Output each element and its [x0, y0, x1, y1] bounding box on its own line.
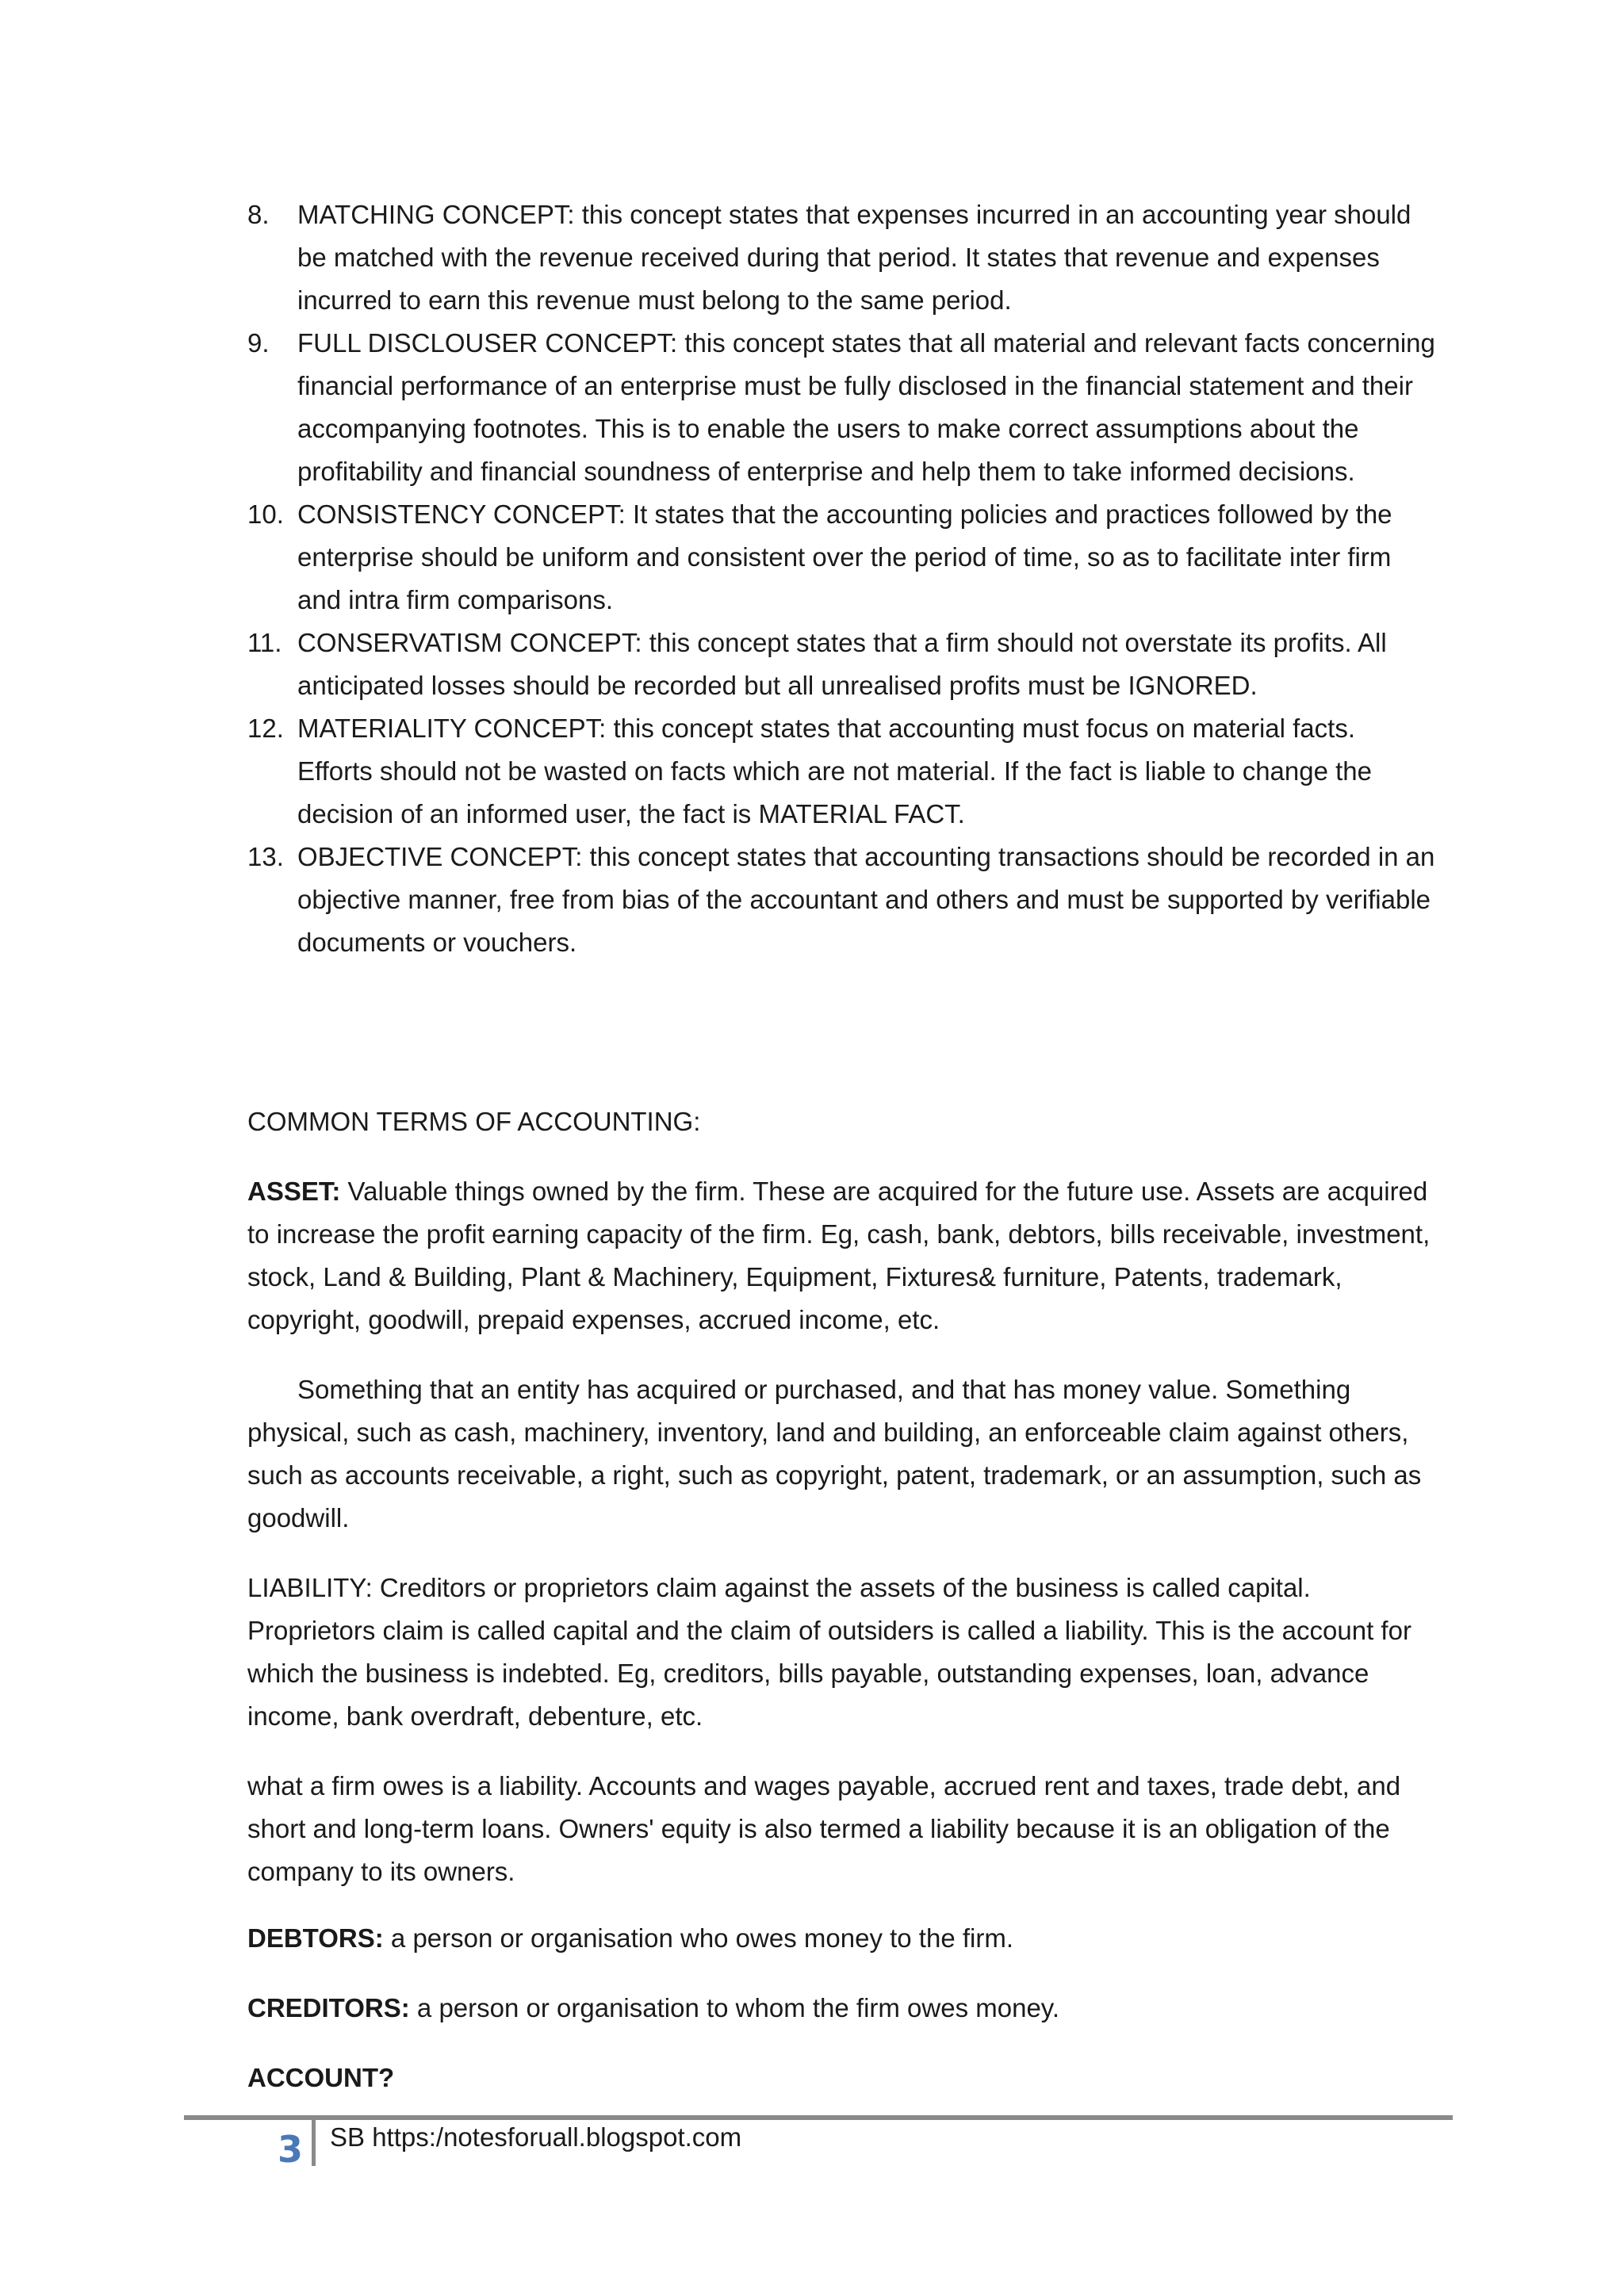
- creditors-definition-text: a person or organisation to whom the firm owes money.: [409, 1993, 1060, 2022]
- asset-term: ASSET:: [247, 1177, 341, 1206]
- footer-source: SB https:/notesforuall.blogspot.com: [330, 2122, 742, 2152]
- list-item-number: 9.: [247, 328, 270, 358]
- list-item-number: 13.: [247, 842, 284, 871]
- list-item-number: 12.: [247, 714, 284, 743]
- creditors-term: CREDITORS:: [247, 1993, 410, 2022]
- list-item-text: OBJECTIVE CONCEPT: this concept states that accounting transactions should be recorded in an objective manner, free from bias of the accountant and others and must be supported by verifiable documents or vouchers.: [297, 842, 1435, 957]
- list-item-text: CONSISTENCY CONCEPT: It states that the accounting policies and practices followed by the enterprise should be uniform and consistent over the period of time, so as to facilitate inter firm and intra firm comparisons.: [297, 499, 1392, 614]
- list-item-text: MATERIALITY CONCEPT: this concept states that accounting must focus on material facts. Efforts should not be wasted on facts which are not material. If the fact is liable to change the decision of an informed user, the fact is MATERIAL FACT.: [297, 714, 1372, 828]
- list-item-text: FULL DISCLOUSER CONCEPT: this concept states that all material and relevant facts concerning financial performance of an enterprise must be fully disclosed in the financial statement and their accompanying footnotes. This is to enable the users to make correct assumptions about the profitability and financial soundness of enterprise and help them to take informed decisions.: [297, 328, 1435, 486]
- asset-definition-text: Valuable things owned by the firm. These are acquired for the future use. Assets are acquired to increase the profit earning capacity of the firm. Eg, cash, bank, debtors, bills receivable, investment, stock, Land & Building, Plant & Machinery, Equipment, Fixtures& furniture, Patents, trademark, copyright, goodwill, prepaid expenses, accrued income, etc.: [247, 1177, 1431, 1334]
- list-item: [247, 707, 1437, 836]
- concepts-list: [247, 193, 1437, 964]
- page-number: 3: [278, 2128, 304, 2171]
- list-item: [247, 836, 1437, 964]
- account-heading-text: ACCOUNT?: [247, 2063, 395, 2092]
- list-item-number: 10.: [247, 499, 284, 529]
- liability-paragraph: LIABILITY: Creditors or proprietors claim against the assets of the business is called capital. Proprietors claim is called capital and the claim of outsiders is called a liability. This is the account for which the business is indebted. Eg, creditors, bills payable, outstanding expenses, loan, advance income, bank overdraft, debenture, etc.: [247, 1573, 1411, 1731]
- asset-extra-paragraph: Something that an entity has acquired or purchased, and that has money value. Something physical, such as cash, machinery, inventory, land and building, an enforceable claim against others, such as accounts receivable, a right, such as copyright, patent, trademark, or an assumption, such as goodwill.: [247, 1375, 1422, 1533]
- debtors-term: DEBTORS:: [247, 1923, 384, 1953]
- debtors-definition-text: a person or organisation who owes money to the firm.: [383, 1923, 1013, 1953]
- creditors-definition: [247, 1987, 1437, 2030]
- list-item: [247, 493, 1437, 622]
- liability-extra-paragraph: what a firm owes is a liability. Accounts and wages payable, accrued rent and taxes, trade debt, and short and long-term loans. Owners' equity is also termed a liability because it is an obligation of the company to its owners.: [247, 1771, 1401, 1886]
- list-item-text: CONSERVATISM CONCEPT: this concept states that a firm should not overstate its profits. All anticipated losses should be recorded but all unrealised profits must be IGNORED.: [297, 628, 1387, 700]
- debtors-definition: [247, 1917, 1437, 1960]
- account-heading: [247, 2057, 1437, 2099]
- footer-divider: [312, 2120, 316, 2166]
- list-item-number: 8.: [247, 200, 270, 229]
- asset-definition: [247, 1170, 1437, 1341]
- list-item: [247, 622, 1437, 707]
- section-heading: COMMON TERMS OF ACCOUNTING:: [247, 1107, 701, 1136]
- list-item-text: MATCHING CONCEPT: this concept states that expenses incurred in an accounting year should be matched with the revenue received during that period. It states that revenue and expenses incurred to earn this revenue must belong to the same period.: [297, 200, 1411, 315]
- list-item-number: 11.: [247, 628, 282, 657]
- list-item: [247, 193, 1437, 322]
- list-item: [247, 322, 1437, 493]
